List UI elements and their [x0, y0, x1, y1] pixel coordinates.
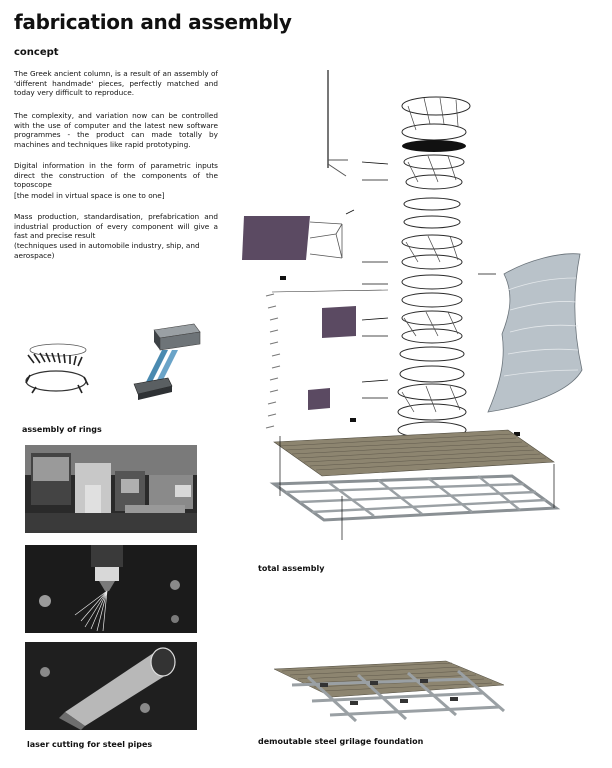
concept-paragraph-6: (techniques used in automobile industry, ship, and aerospace) — [14, 241, 200, 260]
bracket-component-diagram — [128, 320, 208, 402]
page-title: fabrication and assembly — [14, 10, 292, 34]
concept-heading: concept — [14, 47, 59, 58]
laser-cutting-photo — [25, 545, 197, 633]
foundation-diagram — [268, 655, 518, 735]
purple-panel-large — [242, 216, 310, 260]
workshop-photo — [25, 445, 197, 533]
total-assembly-diagram — [238, 64, 596, 564]
purple-panel-small — [308, 388, 330, 410]
caption-assembly-of-rings: assembly of rings — [22, 425, 102, 434]
caption-laser-cutting: laser cutting for steel pipes — [27, 740, 153, 749]
caption-total-assembly: total assembly — [258, 564, 325, 573]
concept-paragraph-3: Digital information in the form of parametric inputs direct the construction of the components of the toposcope — [14, 161, 218, 190]
concept-paragraph-1: The Greek ancient column, is a result of an assembly of 'different handmade' pieces, perfectly matched and today very difficult to reproduce. — [14, 69, 218, 98]
concept-paragraph-4: [the model in virtual space is one to one] — [14, 191, 165, 200]
purple-panel-medium — [322, 306, 356, 338]
ring-assembly-diagram — [18, 333, 98, 403]
steel-pipe-photo — [25, 642, 197, 730]
caption-foundation: demoutable steel grilage foundation — [258, 737, 424, 746]
concept-paragraph-5: Mass production, standardisation, prefabrication and industrial production of every component will give a fast and precise result — [14, 212, 218, 241]
concept-paragraph-2: The complexity, and variation now can be controlled with the use of computer and the latest new software programmes - the product can made totally by machines and techniques like rapid prototyping. — [14, 111, 218, 149]
